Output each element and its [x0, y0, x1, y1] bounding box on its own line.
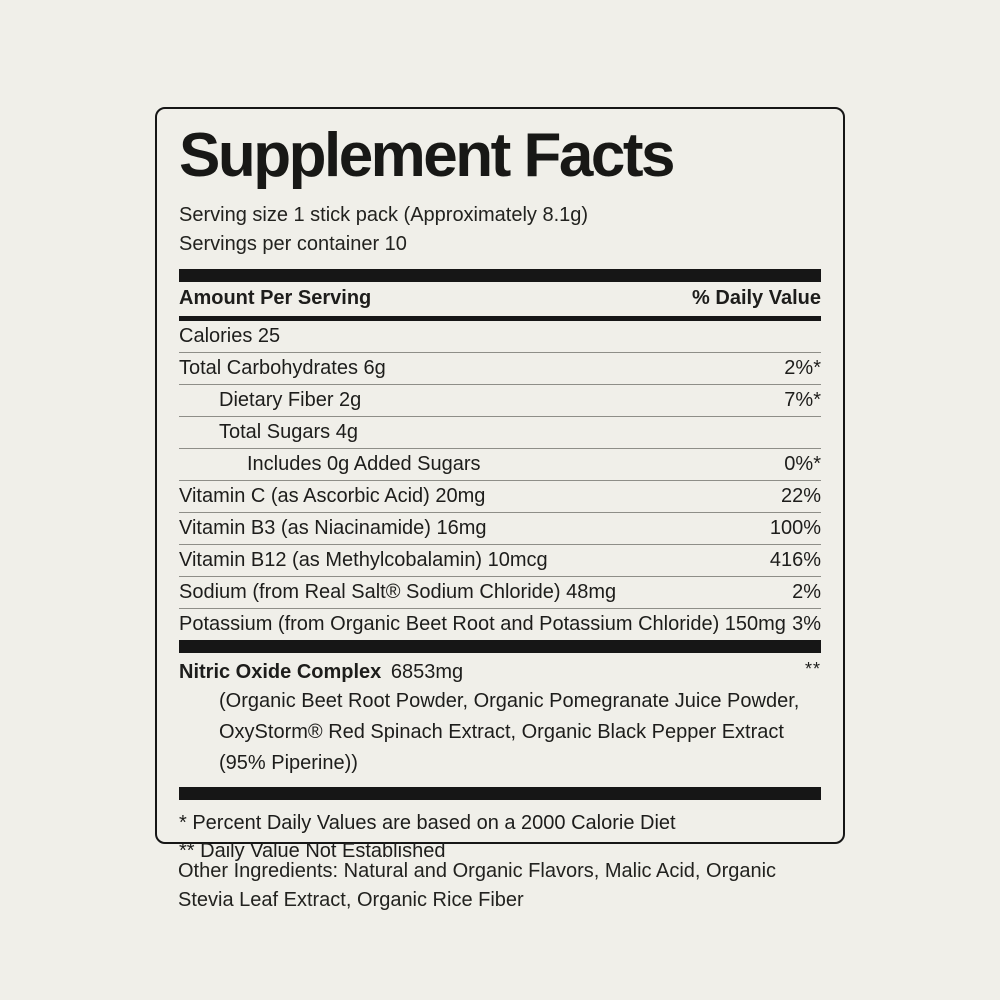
serving-size-text: Serving size 1 stick pack (Approximately 8.1g) — [179, 204, 589, 226]
servings-per-container-text: Servings per container 10 — [179, 233, 407, 255]
serving-info — [179, 201, 821, 259]
table-header-row — [179, 282, 821, 316]
nutrient-label: Vitamin B3 (as Niacinamide) 16mg — [179, 517, 487, 539]
nutrient-rows — [179, 321, 821, 640]
other-ingredients-text: Other Ingredients: Natural and Organic Flavors, Malic Acid, Organic Stevia Leaf Extract, Organic Rice Fiber — [178, 860, 777, 911]
nutrient-daily-value: 22% — [780, 485, 821, 507]
complex-header-row — [179, 653, 821, 684]
nutrient-label: Includes 0g Added Sugars — [247, 453, 481, 475]
nutrient-row — [179, 353, 821, 385]
nutrient-row — [179, 481, 821, 513]
nutrient-label: Potassium (from Organic Beet Root and Potassium Chloride) 150mg — [179, 613, 786, 635]
nutrient-row — [179, 545, 821, 577]
complex-ingredients-line: (95% Piperine)) — [219, 752, 358, 774]
supplement-facts-title: Supplement Facts — [179, 121, 673, 190]
divider-bar-complex-start — [179, 640, 821, 653]
nutrient-daily-value: 3% — [792, 613, 821, 635]
complex-title — [179, 661, 463, 684]
nutrient-daily-value: 2%* — [784, 357, 821, 379]
divider-bar-bottom — [179, 787, 821, 800]
nutrient-label: Vitamin B12 (as Methylcobalamin) 10mcg — [179, 549, 548, 571]
nutrient-row — [179, 513, 821, 545]
complex-ingredients-line: OxyStorm® Red Spinach Extract, Organic Black Pepper Extract — [219, 721, 784, 743]
nutrient-row — [179, 577, 821, 609]
nutrient-row — [179, 417, 821, 449]
nutrient-label: Calories 25 — [179, 325, 281, 347]
nutrient-row — [179, 449, 821, 481]
complex-amount: 6853mg — [390, 661, 464, 683]
nutrient-daily-value: 2% — [792, 581, 821, 603]
supplement-facts-panel — [155, 107, 845, 862]
nutrient-label: Total Carbohydrates 6g — [179, 357, 386, 379]
footnote-daily-values: * Percent Daily Values are based on a 2000 Calorie Diet — [179, 812, 676, 834]
nutrient-daily-value: 7%* — [784, 389, 821, 411]
nutrient-daily-value: 416% — [769, 549, 821, 571]
amount-per-serving-header: Amount Per Serving — [179, 287, 372, 309]
daily-value-header: % Daily Value — [692, 287, 821, 309]
nutrient-row — [179, 321, 821, 353]
nutrient-label: Total Sugars 4g — [219, 421, 358, 443]
nutrient-row — [179, 385, 821, 417]
complex-ingredients — [179, 686, 821, 779]
complex-daily-value: ** — [804, 659, 821, 679]
nutrient-label: Vitamin C (as Ascorbic Acid) 20mg — [179, 485, 486, 507]
complex-name: Nitric Oxide Complex — [179, 661, 382, 683]
nutrient-label: Dietary Fiber 2g — [219, 389, 362, 411]
nutrient-daily-value: 100% — [769, 517, 821, 539]
nutrient-label: Sodium (from Real Salt® Sodium Chloride) 48mg — [179, 581, 617, 603]
divider-bar-top — [179, 269, 821, 282]
nutrient-row — [179, 609, 821, 640]
footnote-not-established: ** Daily Value Not Established — [179, 840, 446, 862]
complex-ingredients-line: (Organic Beet Root Powder, Organic Pomegranate Juice Powder, — [219, 690, 800, 712]
nutrient-daily-value: 0%* — [784, 453, 821, 475]
